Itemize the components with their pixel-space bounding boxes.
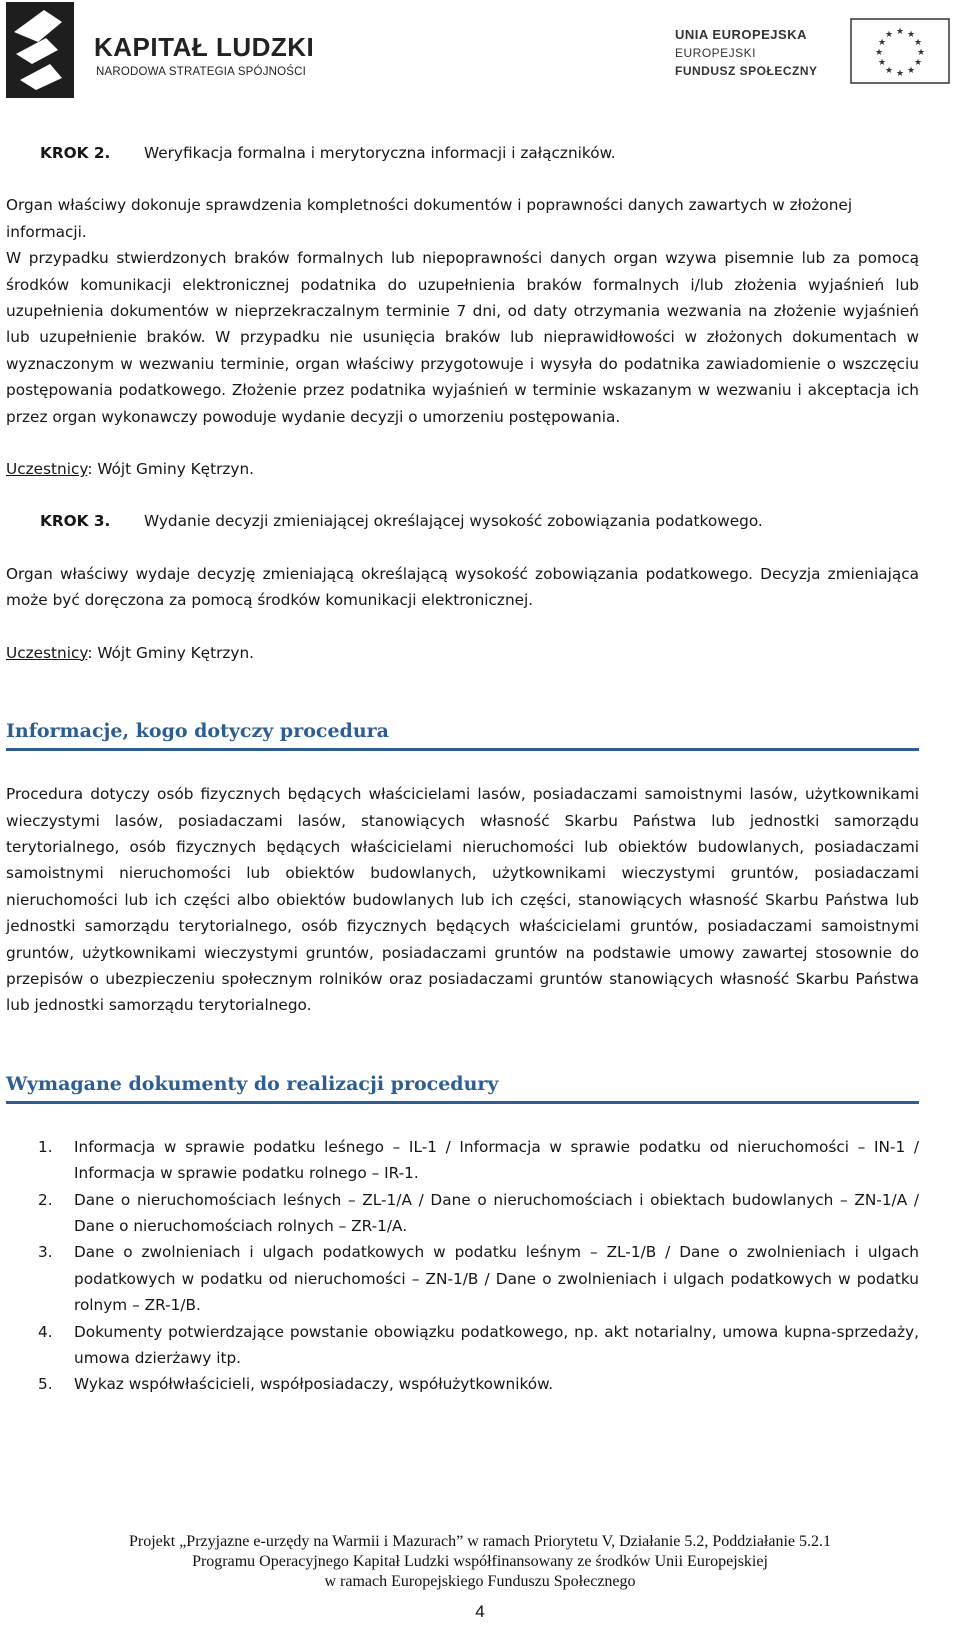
required-documents-list [6,1134,919,1398]
page-number: 4 [475,1602,485,1621]
step-3-heading [6,508,919,534]
section-heading-documents: Wymagane dokumenty do realizacji procedury [6,1069,919,1104]
section-heading-who: Informacje, kogo dotyczy procedura [6,716,919,751]
list-item: 3. Dane o zwolnieniach i ulgach podatkowych w podatku leśnym – ZL-1/B / Dane o zwolnieniach i ulgach podatkowych w podatku od nieruchomości – ZN-1/B / Dane o zwolnieniach i ulgach podatkowych w podatku rolnym – ZR-1/B. [38,1243,919,1315]
svg-text:★: ★ [913,58,923,68]
eu-logo [675,18,952,84]
participants-value: : Wójt Gminy Kętrzyn. [87,643,255,662]
page-footer [0,1532,960,1622]
step-2-paragraph-2: W przypadku stwierdzonych braków formalnych lub niepoprawności danych organ wzywa pisemnie lub za pomocą środków komunikacji elektronicznej podatnika do uzupełnienia braków formalnych i/lub złożenia wyjaśnień lub uzupełnienia dokumentów w nieprzekraczalnym terminie 7 dni, od daty otrzymania wezwania na złożenie wyjaśnień lub uzupełnienie braków. W przypadku nie usunięcia braków lub nieprawidłowości w złożonych dokumentach w wyznaczonym w wezwaniu terminie, organ właściwy przygotowuje i wysyła do podatnika zawiadomienie o wszczęciu postępowania podatkowego. Złożenie przez podatnika wyjaśnień w terminie wskazanym w wezwaniu i akceptacja ich przez organ wykonawczy powoduje wydanie decyzji o umorzeniu postępowania. [6,249,919,426]
page-header [0,0,960,110]
participants-label: Uczestnicy [6,460,88,479]
document-body [6,140,919,1398]
list-item: 5. Wykaz współwłaścicieli, współposiadaczy, współużytkowników. [38,1375,554,1394]
step-3-participants [6,640,919,666]
kapital-ludzki-emblem-icon [6,2,74,98]
kapital-ludzki-logo [6,2,336,98]
eu-logo-line3: FUNDUSZ SPOŁECZNY [675,64,818,78]
svg-text:★: ★ [895,69,905,79]
eu-logo-text [675,26,840,80]
step-title: Weryfikacja formalna i merytoryczna informacji i załączników. [144,144,616,162]
eu-logo-line2: EUROPEJSKI [675,46,757,60]
kapital-ludzki-subtitle: NARODOWA STRATEGIA SPÓJNOŚCI [96,66,307,78]
footer-line-2: Programu Operacyjnego Kapitał Ludzki współfinansowany ze środków Unii Europejskiej [192,1553,768,1570]
svg-text:★: ★ [877,58,887,68]
svg-text:★: ★ [906,66,916,76]
list-item: 1. Informacja w sprawie podatku leśnego – IL-1 / Informacja w sprawie podatku od nieruchomości – IN-1 / Informacja w sprawie podatku rolnego – IR-1. [38,1137,919,1183]
participants-value: : Wójt Gminy Kętrzyn. [87,460,255,479]
footer-line-1: Projekt „Przyjazne e-urzędy na Warmii i Mazurach” w ramach Priorytetu V, Działanie 5.2, Poddziałanie 5.2.1 [128,1533,832,1550]
svg-text:★: ★ [877,38,887,48]
section-who-text: Procedura dotyczy osób fizycznych będących właścicielami lasów, posiadaczami samoistnymi lasów, użytkownikami wieczystymi lasów, posiadaczami lasów, stanowiących własność Skarbu Państwa lub jednostki samorządu terytorialnego, osób fizycznych będących właścicielami nieruchomości lub obiektów budowlanych, posiadaczami samoistnymi nieruchomości lub obiektów budowlanych, użytkownikami wieczystymi gruntów, posiadaczami nieruchomości lub ich części albo obiektów budowlanych lub ich części, stanowiących własność Skarbu Państwa lub jednostki samorządu terytorialnego, osób fizycznych będących właścicielami gruntów, posiadaczami samoistnymi gruntów, użytkownikami wieczystymi gruntów, posiadaczami gruntów na podstawie umowy zawartej stosownie do przepisów o ubezpieczeniu społecznym rolników oraz posiadaczami gruntów stanowiących własność Skarbu Państwa lub jednostki samorządu terytorialnego. [6,785,919,1015]
eu-flag-icon [850,18,950,84]
step-3-paragraph-1: Organ właściwy wydaje decyzję zmieniającą określającą wysokość zobowiązania podatkowego. Decyzja zmieniająca może być doręczona za pomocą środków komunikacji elektronicznej. [6,564,919,610]
svg-text:★: ★ [895,27,905,37]
svg-text:★: ★ [884,30,894,40]
svg-text:★: ★ [906,30,916,40]
svg-text:★: ★ [884,66,894,76]
svg-text:★: ★ [916,48,926,58]
step-title: Wydanie decyzji zmieniającej określającej wysokość zobowiązania podatkowego. [144,512,763,531]
svg-text:★: ★ [913,38,923,48]
footer-line-3: w ramach Europejskiego Funduszu Społecznego [324,1573,636,1590]
eu-logo-line1: UNIA EUROPEJSKA [675,27,807,42]
participants-label: Uczestnicy [6,643,88,662]
svg-text:★: ★ [874,48,884,58]
step-number: KROK 2. [40,144,111,162]
kapital-ludzki-title: KAPITAŁ LUDZKI [94,32,315,62]
step-2-paragraph-1: Organ właściwy dokonuje sprawdzenia kompletności dokumentów i poprawności danych zawartych w złożonej informacji. [6,196,853,241]
step-2-participants [6,456,919,482]
list-item: 4. Dokumenty potwierdzające powstanie obowiązku podatkowego, np. akt notarialny, umowa kupna-sprzedaży, umowa dzierżawy itp. [38,1322,919,1367]
step-number: KROK 3. [40,512,111,531]
list-item: 2. Dane o nieruchomościach leśnych – ZL-1/A / Dane o nieruchomościach i obiektach budowlanych – ZN-1/A / Dane o nieruchomościach rolnych – ZR-1/A. [38,1190,919,1235]
step-2-heading [6,140,919,166]
